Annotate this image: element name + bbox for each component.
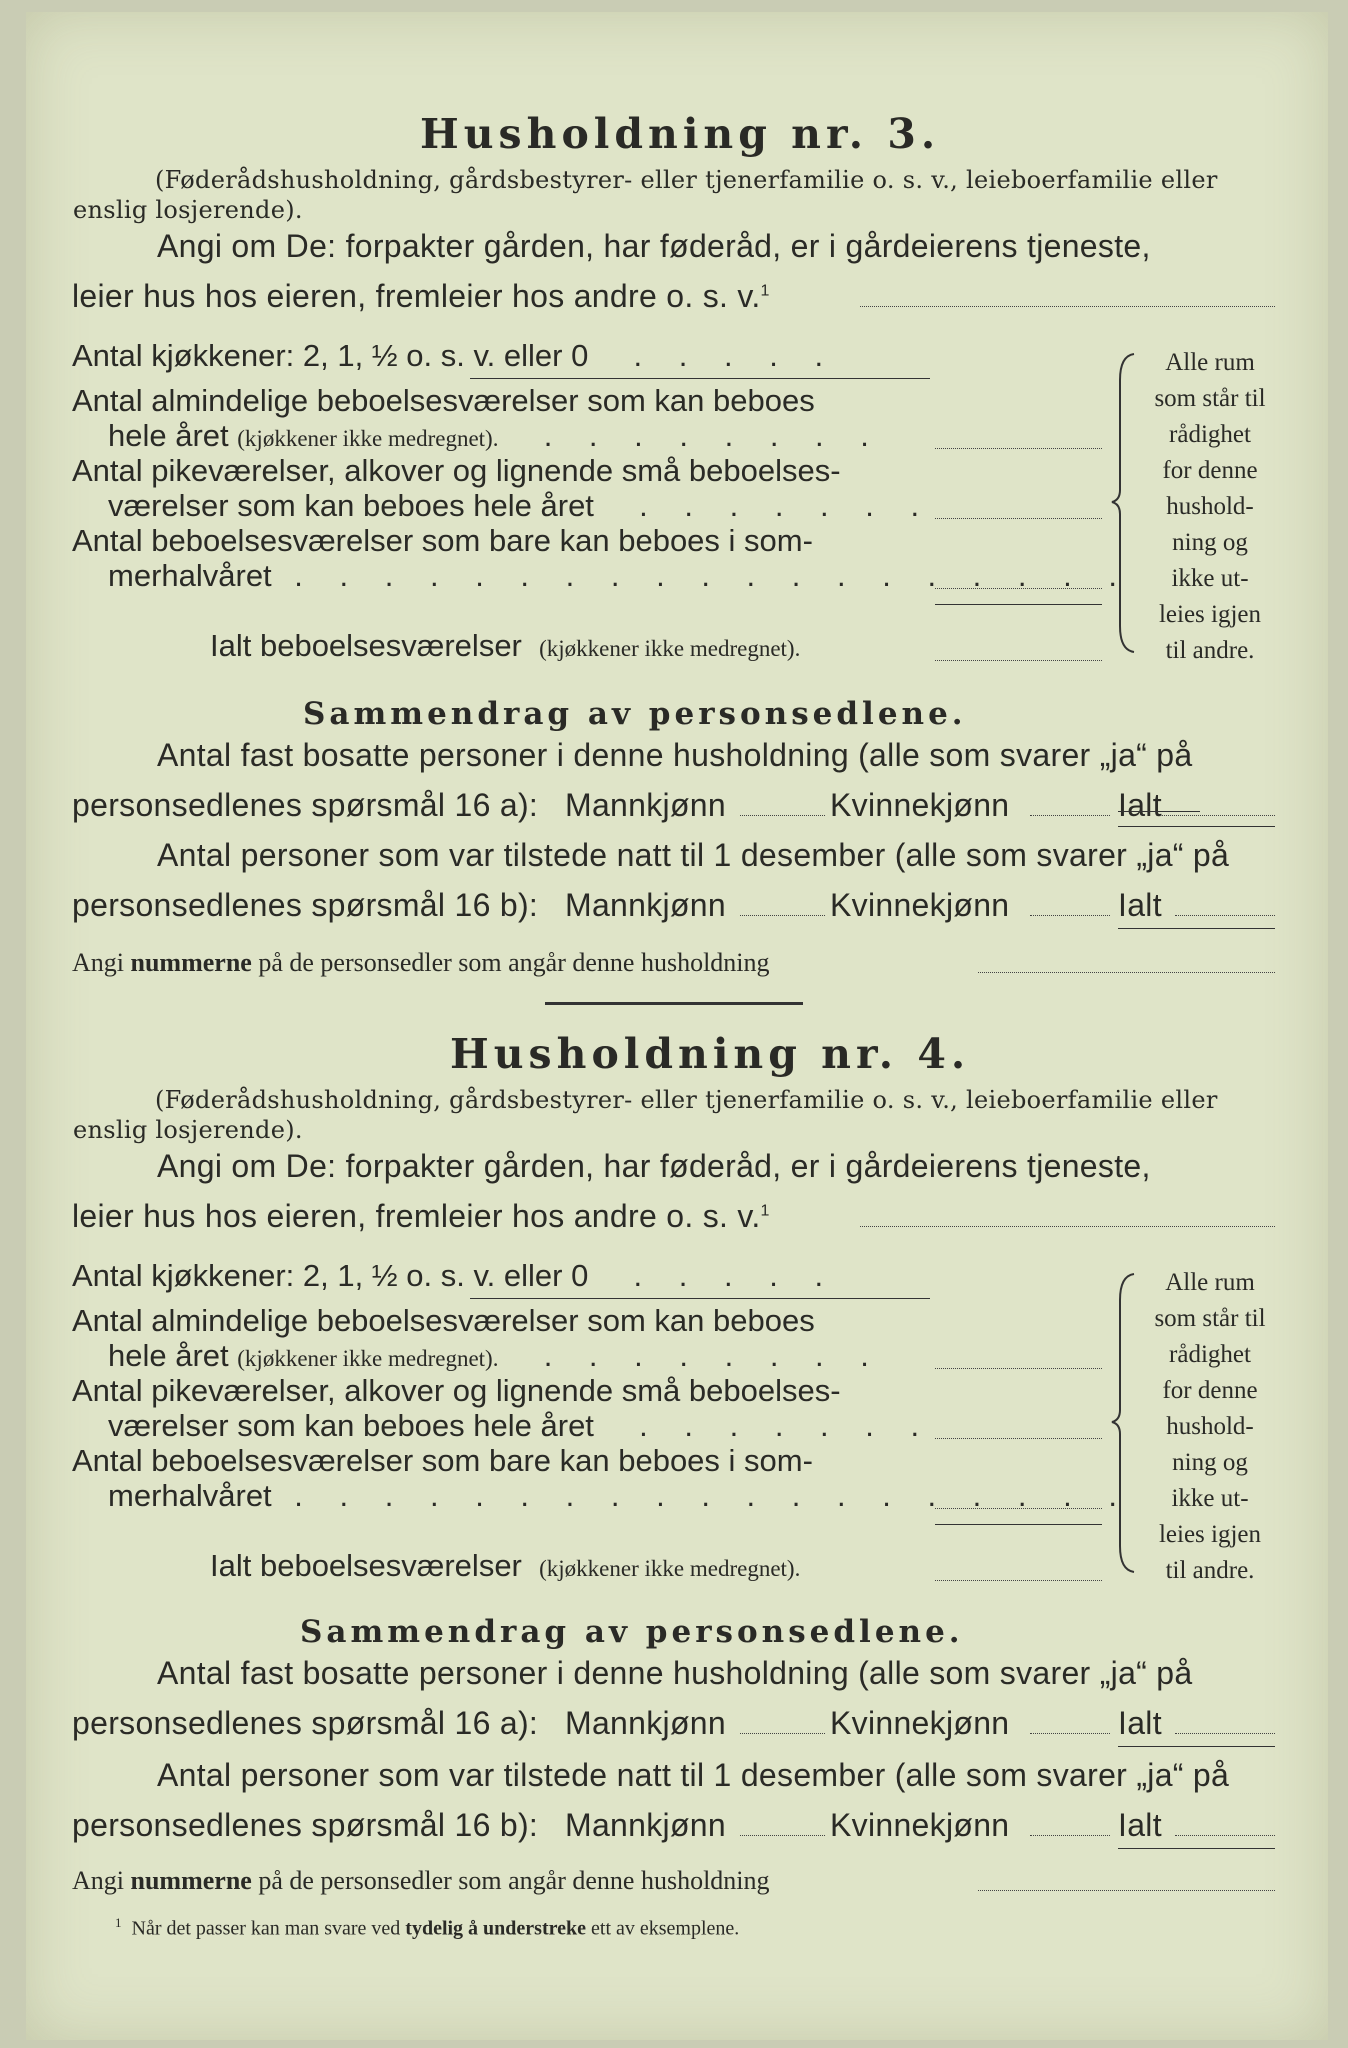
tenure-answer-field[interactable] xyxy=(860,1226,1275,1227)
resident-total-label: Ialt xyxy=(1118,1705,1162,1741)
kitchens-underline xyxy=(470,1298,930,1299)
kitchens-label: Antal kjøkkener: 2, 1, ½ o. s. v. eller 0 . . . . . xyxy=(72,338,838,373)
present-label-1: Antal personer som var tilstede natt til 1 desember (alle som svarer „ja“ på xyxy=(157,1757,1230,1793)
resident-female-field[interactable] xyxy=(1030,815,1110,816)
maid-rooms-field[interactable] xyxy=(935,1438,1102,1439)
maid-rooms-label: Antal pikeværelser, alkover og lignende små beboelses- xyxy=(72,1373,841,1408)
tenure-question-line1: Angi om De: forpakter gården, har føderåd, er i gårdeierens tjeneste, xyxy=(157,228,1151,264)
ordinary-rooms-label: Antal almindelige beboelsesværelser som kan beboes xyxy=(72,383,815,418)
brace-icon xyxy=(1110,1270,1138,1575)
present-label-2: personsedlenes spørsmål 16 b): xyxy=(72,1807,539,1843)
footnote: $^1$ Når det passer kan man svare ved tydelig å understreke ett av eksemplene. xyxy=(115,1915,740,1940)
ordinary-rooms-label-2: hele året (kjøkkener ikke medregnet). . . . . . . . . xyxy=(108,1338,883,1373)
household-subtitle-line1: (Føderådshusholdning, gårdsbestyrer- eller tjenerfamilie o. s. v., leieboerfamilie eller xyxy=(155,1086,1218,1114)
resident-male-field[interactable] xyxy=(740,815,825,816)
resident-total-field[interactable] xyxy=(1175,1733,1275,1734)
resident-label-2: personsedlenes spørsmål 16 a): xyxy=(72,1705,539,1741)
total-rooms-field[interactable] xyxy=(935,1580,1102,1581)
tenure-answer-field[interactable] xyxy=(860,306,1275,307)
person-numbers-label: Angi nummerne på de personsedler som angår denne husholdning xyxy=(72,1866,770,1895)
household-title: Husholdning nr. 3. xyxy=(420,110,941,158)
total-rooms-field[interactable] xyxy=(935,660,1102,661)
household-subtitle-line1: (Føderådshusholdning, gårdsbestyrer- eller tjenerfamilie o. s. v., leieboerfamilie eller xyxy=(155,166,1218,194)
summer-rooms-label-2: merhalvåret . . . . . . . . . . . . . . . . . . . xyxy=(108,1478,1131,1513)
summer-rooms-label: Antal beboelsesværelser som bare kan beboes i som- xyxy=(72,523,813,558)
kitchens-underline xyxy=(470,378,930,379)
resident-label-1: Antal fast bosatte personer i denne husholdning (alle som svarer „ja“ på xyxy=(157,737,1193,773)
summer-rooms-label-2: merhalvåret . . . . . . . . . . . . . . . . . . . xyxy=(108,558,1131,593)
maid-rooms-label: Antal pikeværelser, alkover og lignende små beboelses- xyxy=(72,453,841,488)
person-numbers-field[interactable] xyxy=(978,972,1275,973)
ordinary-rooms-label-2: hele året (kjøkkener ikke medregnet). . . . . . . . . xyxy=(108,418,883,453)
maid-rooms-label-2: værelser som kan beboes hele året . . . . . . . xyxy=(108,1408,934,1443)
resident-male-label: Mannkjønn xyxy=(565,1705,726,1741)
present-total-underline xyxy=(1118,928,1275,929)
household-title: Husholdning nr. 4. xyxy=(450,1030,971,1078)
person-numbers-label: Angi nummerne på de personsedler som angår denne husholdning xyxy=(72,948,770,977)
sum-rule xyxy=(935,604,1102,605)
person-numbers-field[interactable] xyxy=(978,1890,1275,1891)
present-total-underline xyxy=(1118,1848,1275,1849)
present-female-field[interactable] xyxy=(1030,1835,1110,1836)
resident-male-label: Mannkjønn xyxy=(565,787,726,823)
total-rooms-label: Ialt beboelsesværelser (kjøkkener ikke medregnet). xyxy=(210,628,801,663)
household-subtitle-line2: enslig losjerende). xyxy=(73,196,303,224)
present-label-2: personsedlenes spørsmål 16 b): xyxy=(72,887,539,923)
resident-total-strike xyxy=(1118,811,1200,812)
present-female-label: Kvinnekjønn xyxy=(830,1807,1010,1843)
resident-total-underline xyxy=(1118,826,1275,827)
present-label-1: Antal personer som var tilstede natt til 1 desember (alle som svarer „ja“ på xyxy=(157,837,1230,873)
maid-rooms-label-2: værelser som kan beboes hele året . . . . . . . xyxy=(108,488,934,523)
present-total-field[interactable] xyxy=(1175,1835,1275,1836)
side-note: Alle rum som står til rådighet for denne hushold- ning og ikke ut- leies igjen til andre. xyxy=(1154,1269,1266,1584)
present-male-field[interactable] xyxy=(740,1835,825,1836)
summer-rooms-field[interactable] xyxy=(935,1508,1102,1509)
resident-male-field[interactable] xyxy=(740,1733,825,1734)
resident-total-label: Ialt xyxy=(1118,787,1162,823)
resident-label-1: Antal fast bosatte personer i denne husholdning (alle som svarer „ja“ på xyxy=(157,1655,1193,1691)
brace-icon xyxy=(1110,350,1138,655)
resident-total-underline xyxy=(1118,1746,1275,1747)
resident-total-field[interactable] xyxy=(1160,815,1275,816)
resident-female-label: Kvinnekjønn xyxy=(830,1705,1010,1741)
resident-label-2: personsedlenes spørsmål 16 a): xyxy=(72,787,539,823)
tenure-question-line2: leier hus hos eieren, fremleier hos andre o. s. v.$^1$ xyxy=(72,1198,770,1234)
sum-rule xyxy=(935,1524,1102,1525)
present-male-field[interactable] xyxy=(740,915,825,916)
present-total-field[interactable] xyxy=(1175,915,1275,916)
present-female-field[interactable] xyxy=(1030,915,1110,916)
summary-title: Sammendrag av personsedlene. xyxy=(300,1614,964,1650)
present-female-label: Kvinnekjønn xyxy=(830,887,1010,923)
section-divider xyxy=(545,1002,803,1005)
present-male-label: Mannkjønn xyxy=(565,887,726,923)
tenure-question-line1: Angi om De: forpakter gården, har føderåd, er i gårdeierens tjeneste, xyxy=(157,1148,1151,1184)
ordinary-rooms-label: Antal almindelige beboelsesværelser som kan beboes xyxy=(72,1303,815,1338)
present-total-label: Ialt xyxy=(1118,887,1162,923)
summer-rooms-label: Antal beboelsesværelser som bare kan beboes i som- xyxy=(72,1443,813,1478)
summary-title: Sammendrag av personsedlene. xyxy=(303,696,967,732)
summer-rooms-field[interactable] xyxy=(935,588,1102,589)
present-total-label: Ialt xyxy=(1118,1807,1162,1843)
present-male-label: Mannkjønn xyxy=(565,1807,726,1843)
total-rooms-label: Ialt beboelsesværelser (kjøkkener ikke medregnet). xyxy=(210,1548,801,1583)
side-note: Alle rum som står til rådighet for denne hushold- ning og ikke ut- leies igjen til andre. xyxy=(1154,349,1266,664)
kitchens-label: Antal kjøkkener: 2, 1, ½ o. s. v. eller 0 . . . . . xyxy=(72,1258,838,1293)
household-subtitle-line2: enslig losjerende). xyxy=(73,1116,303,1144)
tenure-question-line2: leier hus hos eieren, fremleier hos andre o. s. v.$^1$ xyxy=(72,278,770,314)
ordinary-rooms-field[interactable] xyxy=(935,1368,1102,1369)
resident-female-field[interactable] xyxy=(1030,1733,1110,1734)
ordinary-rooms-field[interactable] xyxy=(935,448,1102,449)
maid-rooms-field[interactable] xyxy=(935,518,1102,519)
resident-female-label: Kvinnekjønn xyxy=(830,787,1010,823)
